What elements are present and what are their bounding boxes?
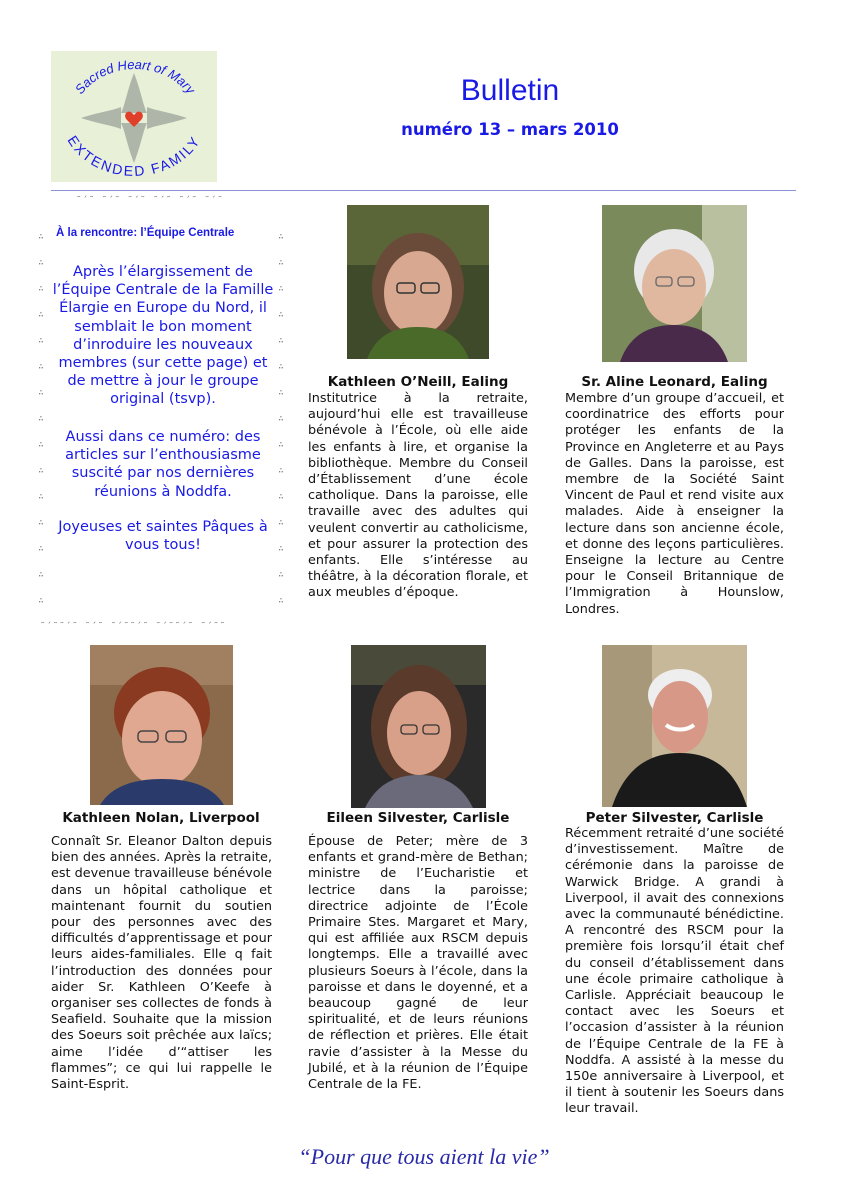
svg-text:Sacred Heart of Mary: Sacred Heart of Mary <box>71 56 199 97</box>
intro-paragraph: Joyeuses et saintes Pâques à vous tous! <box>58 519 268 554</box>
decorative-border-left: ∴ ∴ ∴ ∴ ∴ ∴ ∴ ∴ ∴ ∴ ∴ ∴ ∴ ∴ ∴ <box>38 232 44 606</box>
portrait-photo <box>90 645 233 805</box>
portrait-photo <box>602 645 747 807</box>
person-bio: Récemment retraité d’une société d’investissement. Maître de cérémonie dans la paroisse de Warwick Bridge. A grandi à Liverpool, il avait des connexions avec la communauté bénédictine. A rencontré des RSCM pour la première fois lorsqu’il était chef du conseil d’établissement dans une école primaire catholique à Carlisle. Appréciait beaucoup le contact avec les Soeurs et l’occasion d’assister à la réunion de l’Équipe Centrale de la FE à Noddfa. A assisté à la messe du 150e anniversaire à Liverpool, et il tient à soutenir les Soeurs dans leur travail. <box>565 826 784 1117</box>
person-bio: Épouse de Peter; mère de 3 enfants et grand-mère de Bethan; ministre de l’Eucharistie et lectrice dans la paroisse; directrice adjointe de l’École Primaire Stes. Margaret et Mary, qui est affiliée aux RSCM depuis longtemps. Elle a travaillé avec plusieurs Soeurs à l’école, dans la paroisse et dans le doyenné, et a beaucoup gagné de leur spiritualité, et de leurs réunions de réflection et prières. Elle était ravie d’assister à la Messe du Jubilé, et à la réunion de l’Équipe Centrale de la FE. <box>308 834 528 1093</box>
portrait-photo <box>351 645 486 808</box>
person-name: Peter Silvester, Carlisle <box>585 810 764 826</box>
logo <box>51 51 217 182</box>
decorative-border-bottom: ˜´˜˜´˜ ˜´˜ ˜´˜˜´˜ ˜´˜˜´˜ ˜´˜˜ <box>40 622 227 632</box>
footer-motto: “Pour que tous aient la vie” <box>298 1144 550 1169</box>
person-name: Kathleen Nolan, Liverpool <box>62 810 260 826</box>
issue-line: numéro 13 – mars 2010 <box>401 120 619 139</box>
person-name: Kathleen O’Neill, Ealing <box>327 374 509 390</box>
person-name: Sr. Aline Leonard, Ealing <box>581 374 768 390</box>
decorative-border-right: ∴ ∴ ∴ ∴ ∴ ∴ ∴ ∴ ∴ ∴ ∴ ∴ ∴ ∴ ∴ <box>278 232 284 606</box>
svg-text:EXTENDED FAMILY: EXTENDED FAMILY <box>64 132 204 180</box>
person-bio: Membre d’un groupe d’accueil, et coordinatrice des efforts pour protéger les enfants de la Province en Angleterre et au Pays de Galles. Dans la paroisse, est membre de la Société Saint Vincent de Paul et rend visite aux malades. Aide à enseigner la lecture dans son ancienne école, et donne des leçons particulières. Enseigne la lecture au Centre pour le Conseil Britannique de l’Immigration à Hounslow, Londres. <box>565 391 784 617</box>
intro-paragraph: Après l’élargissement de l’Équipe Centrale de la Famille Élargie en Europe du Nord, il semblait le bon moment d’inroduire les nouveaux membres (sur cette page) et de mettre à jour le groupe original (tsvp). <box>52 264 274 408</box>
portrait-photo <box>602 205 747 362</box>
person-bio: Connaît Sr. Eleanor Dalton depuis bien des années. Après la retraite, est devenue travailleuse bénévole dans un hôpital catholique et maintenant fournit du soutien pour des personnes avec des difficultés d’apprentissage et pour leurs aides-familiales. Elle q fait l’introduction des données pour aider Sr. Kathleen O’Keefe à organiser ses collectes de fonds à Seafield. Souhaite que la mission des Soeurs soit prêchée aux laïcs; aime l’idée d’“attiser les flammes”; ce qui lui rappelle le Saint-Esprit. <box>51 834 272 1093</box>
decorative-border-top: ˜´˜ ˜´˜ ˜´˜ ˜´˜ ˜´˜ ˜´˜ <box>76 196 224 206</box>
person-bio: Institutrice à la retraite, aujourd’hui elle est travailleuse bénévole à l’École, où elle aide les enfants à lire, et organise la bibliothèque. Membre du Conseil d’Établissement d’une école catholique. Dans la paroisse, elle travaille avec des adultes qui veulent convertir au catholicisme, et pour assurer la protection des enfants. Elle s’intéresse au théâtre, à la décoration florale, et aux meubles d’époque. <box>308 391 528 601</box>
intro-heading: À la rencontre: l’Équipe Centrale <box>56 227 235 239</box>
portrait-photo <box>347 205 489 359</box>
bulletin-title: Bulletin <box>460 74 560 107</box>
intro-paragraph: Aussi dans ce numéro: des articles sur l’enthousiasme suscité par nos dernières réunions à Noddfa. <box>65 429 261 500</box>
header-divider <box>51 190 796 191</box>
intro-box <box>36 196 286 632</box>
person-name: Eileen Silvester, Carlisle <box>326 810 510 826</box>
